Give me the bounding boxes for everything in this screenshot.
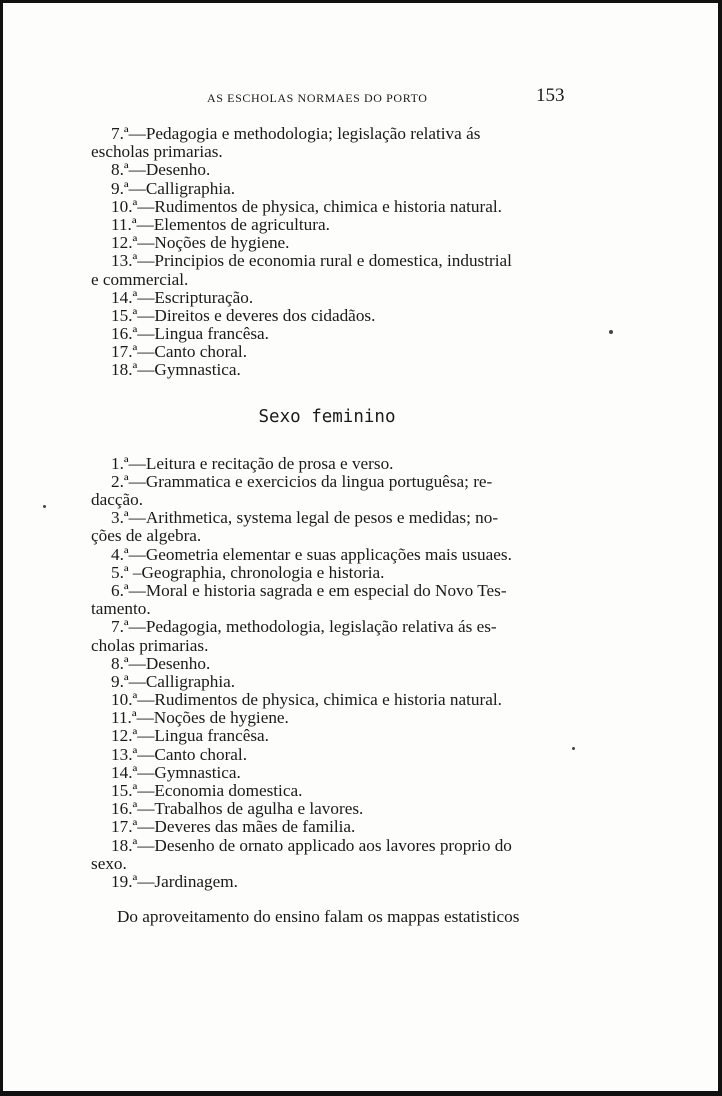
scan-speck [43, 505, 46, 508]
text-line: dacção. [91, 490, 143, 509]
text-line: ções de algebra. [91, 526, 202, 546]
text-line: 13.ª—Canto choral. [111, 744, 248, 764]
text-line: 10.ª—Rudimentos de physica, chimica e historia natural. [111, 690, 502, 710]
text-line: 17.ª—Canto choral. [111, 342, 248, 362]
text-line: 16.ª—Trabalhos de agulha e lavores. [111, 799, 364, 819]
scan-speck [572, 747, 575, 750]
text-line: 6.ª—Moral e historia sagrada e em especial do Novo Tes- [111, 580, 507, 600]
section-heading: Sexo feminino [258, 406, 396, 427]
text-line: 7.ª—Pedagogia e methodologia; legislação relativa ás [111, 124, 481, 143]
text-line: 10.ª—Rudimentos de physica, chimica e historia natural. [111, 196, 502, 216]
text-line: 17.ª—Deveres das mães de familia. [111, 817, 356, 837]
text-line: 19.ª—Jardinagem. [111, 871, 238, 891]
page-header [3, 83, 722, 107]
text-line: 13.ª—Principios de economia rural e domestica, industrial [111, 251, 512, 271]
text-line: 16.ª—Lingua francêsa. [111, 324, 269, 344]
text-line: 18.ª—Desenho de ornato applicado aos lavores proprio do [111, 835, 512, 855]
text-line: sexo. [91, 853, 127, 873]
text-line: e commercial. [91, 269, 189, 289]
running-title: AS ESCHOLAS NORMAES DO PORTO [207, 91, 428, 105]
text-line: 7.ª—Pedagogia, methodologia, legislação relativa ás es- [111, 617, 497, 637]
text-line: 8.ª—Desenho. [111, 160, 211, 180]
text-line: 3.ª—Arithmetica, systema legal de pesos e medidas; no- [111, 508, 499, 528]
text-line: escholas primarias. [91, 142, 223, 162]
page-body [91, 125, 563, 926]
text-line: cholas primarias. [91, 635, 209, 655]
text-line: 5.ª –Geographia, chronologia e historia. [111, 562, 385, 582]
closing-line: Do aproveitamento do ensino falam os mappas estatisticos [117, 907, 520, 927]
subjects-list-masculine [91, 125, 563, 380]
text-line: 4.ª—Geometria elementar e suas applicações mais usuaes. [111, 544, 512, 564]
page-number: 153 [536, 85, 565, 106]
text-line: 9.ª—Calligraphia. [111, 178, 236, 198]
text-line: 12.ª—Noções de hygiene. [111, 233, 290, 253]
text-line: 12.ª—Lingua francêsa. [111, 726, 269, 746]
text-line: 18.ª—Gymnastica. [111, 360, 241, 380]
text-line: 1.ª—Leitura e recitação de prosa e verso. [111, 453, 394, 473]
text-line: 9.ª—Calligraphia. [111, 671, 236, 691]
text-line: 11.ª—Noções de hygiene. [111, 708, 289, 728]
text-line: 15.ª—Direitos e deveres dos cidadãos. [111, 305, 376, 325]
subjects-list-feminine [91, 455, 563, 892]
text-line: 8.ª—Desenho. [111, 653, 211, 673]
text-line: 15.ª—Economia domestica. [111, 781, 303, 800]
text-line: 14.ª—Gymnastica. [111, 762, 241, 782]
text-line: tamento. [91, 599, 151, 619]
scan-speck [609, 330, 613, 334]
text-line: 2.ª—Grammatica e exercicios da lingua portuguêsa; re- [111, 471, 493, 491]
text-line: 14.ª—Escripturação. [111, 287, 254, 307]
text-line: 11.ª—Elementos de agricultura. [111, 214, 330, 234]
paragraph-gap [91, 891, 563, 908]
